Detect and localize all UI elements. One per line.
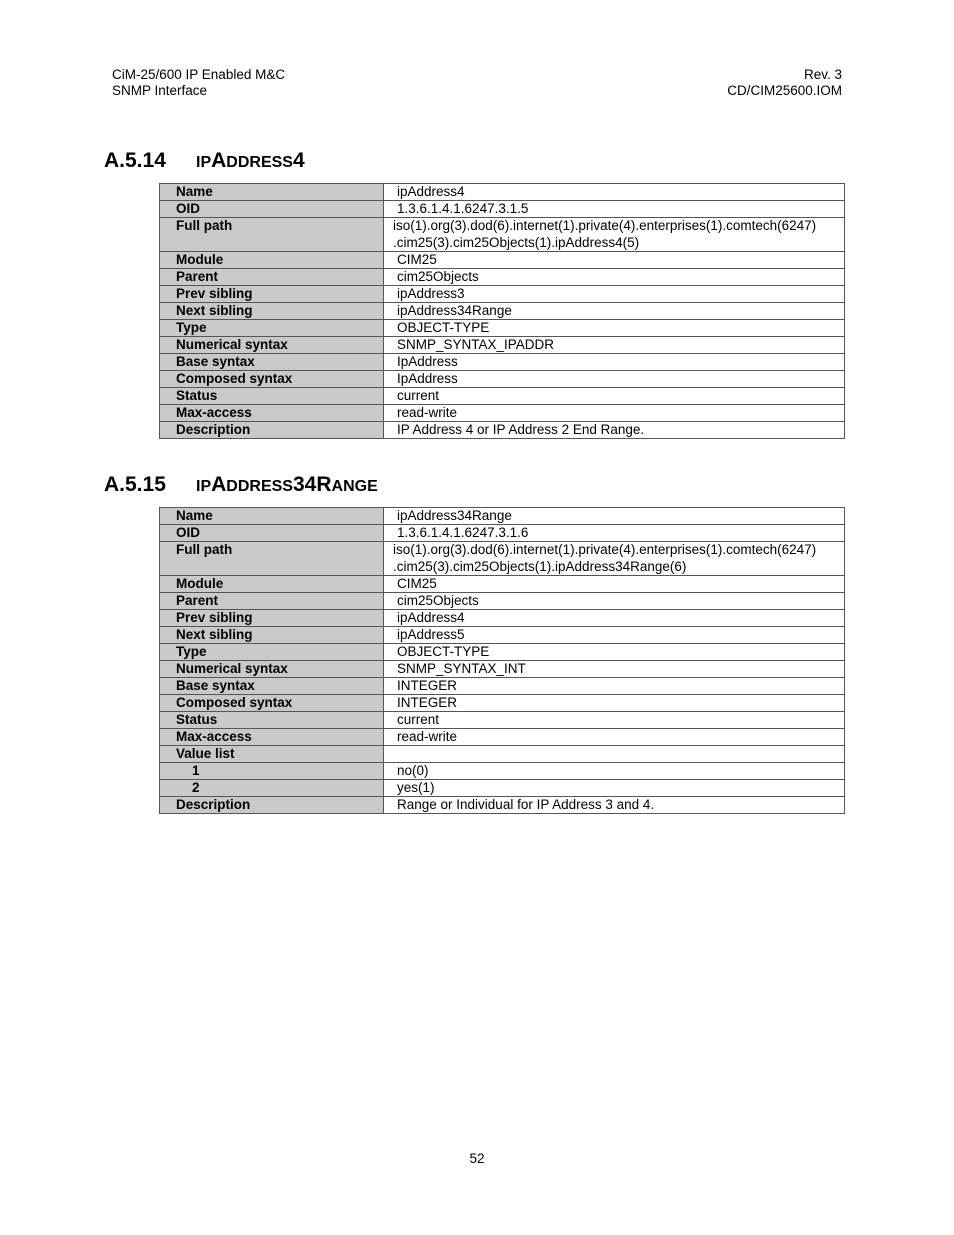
table-row: [160, 422, 845, 439]
table-row: [160, 763, 845, 780]
table-row: [160, 337, 845, 354]
row-key: Status: [160, 712, 384, 729]
table-row: [160, 184, 845, 201]
row-key: Value list: [160, 746, 384, 763]
row-key: Prev sibling: [160, 610, 384, 627]
table-row: [160, 661, 845, 678]
row-value: ipAddress5: [384, 627, 845, 644]
table-row: [160, 542, 845, 576]
full-path-line1: iso(1).org(3).dod(6).internet(1).private(4).enterprises(1).comtech(6247): [393, 218, 817, 233]
row-value: no(0): [384, 763, 845, 780]
ipaddress34range-table: [159, 507, 845, 814]
row-key: Max-access: [160, 405, 384, 422]
row-value: [384, 746, 845, 763]
row-key: Parent: [160, 269, 384, 286]
row-value: yes(1): [384, 780, 845, 797]
row-value: OBJECT-TYPE: [384, 644, 845, 661]
table-row: [160, 593, 845, 610]
row-value: ipAddress4: [384, 610, 845, 627]
row-value: read-write: [384, 405, 845, 422]
row-key: Parent: [160, 593, 384, 610]
table-row: [160, 303, 845, 320]
full-path-line2: .cim25(3).cim25Objects(1).ipAddress4(5): [393, 234, 640, 250]
row-key: Next sibling: [160, 627, 384, 644]
row-key: Max-access: [160, 729, 384, 746]
row-value: read-write: [384, 729, 845, 746]
row-value: [384, 218, 845, 252]
row-value: cim25Objects: [384, 593, 845, 610]
header-right: [727, 67, 842, 99]
row-value: CIM25: [384, 576, 845, 593]
table-row: [160, 286, 845, 303]
section-name: IPADDRESS34RANGE: [196, 473, 378, 496]
ipaddress4-table: [159, 183, 845, 439]
table-row: [160, 201, 845, 218]
table-row: [160, 712, 845, 729]
row-value: current: [384, 388, 845, 405]
section-number: A.5.15: [104, 473, 166, 496]
table-row: [160, 746, 845, 763]
row-key: Status: [160, 388, 384, 405]
row-value: INTEGER: [384, 695, 845, 712]
row-key: Full path: [160, 218, 384, 252]
row-value: Range or Individual for IP Address 3 and 4.: [384, 797, 845, 814]
row-key: Type: [160, 644, 384, 661]
row-value: IpAddress: [384, 371, 845, 388]
row-key: Numerical syntax: [160, 661, 384, 678]
row-value: 1.3.6.1.4.1.6247.3.1.5: [384, 201, 845, 218]
row-key: 1: [160, 763, 384, 780]
doc-title: CiM-25/600 IP Enabled M&C: [112, 67, 286, 82]
doc-revision: Rev. 3: [803, 67, 842, 82]
table-row: [160, 797, 845, 814]
row-value: current: [384, 712, 845, 729]
row-value: [384, 542, 845, 576]
table-row: [160, 644, 845, 661]
row-value: OBJECT-TYPE: [384, 320, 845, 337]
table-row: [160, 388, 845, 405]
section-number: A.5.14: [104, 149, 166, 172]
row-key: Name: [160, 508, 384, 525]
doc-subtitle: SNMP Interface: [112, 83, 208, 98]
header-left: [112, 67, 285, 99]
row-key: Description: [160, 797, 384, 814]
row-key: OID: [160, 525, 384, 542]
table-row: [160, 371, 845, 388]
table-row: [160, 269, 845, 286]
row-value: IP Address 4 or IP Address 2 End Range.: [384, 422, 845, 439]
table-row: [160, 354, 845, 371]
table-row: [160, 405, 845, 422]
row-key: Base syntax: [160, 354, 384, 371]
row-key: Composed syntax: [160, 371, 384, 388]
row-key: Module: [160, 576, 384, 593]
row-key: Name: [160, 184, 384, 201]
section-name: IPADDRESS4: [196, 149, 305, 172]
row-key: Numerical syntax: [160, 337, 384, 354]
row-value: SNMP_SYNTAX_IPADDR: [384, 337, 845, 354]
row-value: ipAddress34Range: [384, 508, 845, 525]
table-row: [160, 610, 845, 627]
doc-code: CD/CIM25600.IOM: [727, 83, 842, 98]
table-row: [160, 252, 845, 269]
section-heading-ipaddress34range: [104, 473, 378, 499]
row-value: 1.3.6.1.4.1.6247.3.1.6: [384, 525, 845, 542]
table-row: [160, 729, 845, 746]
table-row: [160, 525, 845, 542]
full-path-line1: iso(1).org(3).dod(6).internet(1).private(4).enterprises(1).comtech(6247): [393, 542, 817, 557]
row-key: Composed syntax: [160, 695, 384, 712]
table-row: [160, 627, 845, 644]
row-key: Prev sibling: [160, 286, 384, 303]
row-key: Base syntax: [160, 678, 384, 695]
row-value: ipAddress4: [384, 184, 845, 201]
row-key: Type: [160, 320, 384, 337]
section-heading-ipaddress4: [104, 149, 305, 175]
row-key: Next sibling: [160, 303, 384, 320]
row-key: Full path: [160, 542, 384, 576]
row-value: cim25Objects: [384, 269, 845, 286]
row-key: Description: [160, 422, 384, 439]
row-value: INTEGER: [384, 678, 845, 695]
table-row: [160, 218, 845, 252]
page-number: 52: [469, 1151, 485, 1166]
full-path-line2: .cim25(3).cim25Objects(1).ipAddress34Range(6): [393, 558, 687, 574]
row-value: ipAddress3: [384, 286, 845, 303]
table-row: [160, 320, 845, 337]
row-value: IpAddress: [384, 354, 845, 371]
table-row: [160, 695, 845, 712]
table-row: [160, 678, 845, 695]
row-value: CIM25: [384, 252, 845, 269]
row-key: 2: [160, 780, 384, 797]
row-key: OID: [160, 201, 384, 218]
table-row: [160, 576, 845, 593]
table-row: [160, 508, 845, 525]
row-key: Module: [160, 252, 384, 269]
row-value: SNMP_SYNTAX_INT: [384, 661, 845, 678]
table-row: [160, 780, 845, 797]
row-value: ipAddress34Range: [384, 303, 845, 320]
